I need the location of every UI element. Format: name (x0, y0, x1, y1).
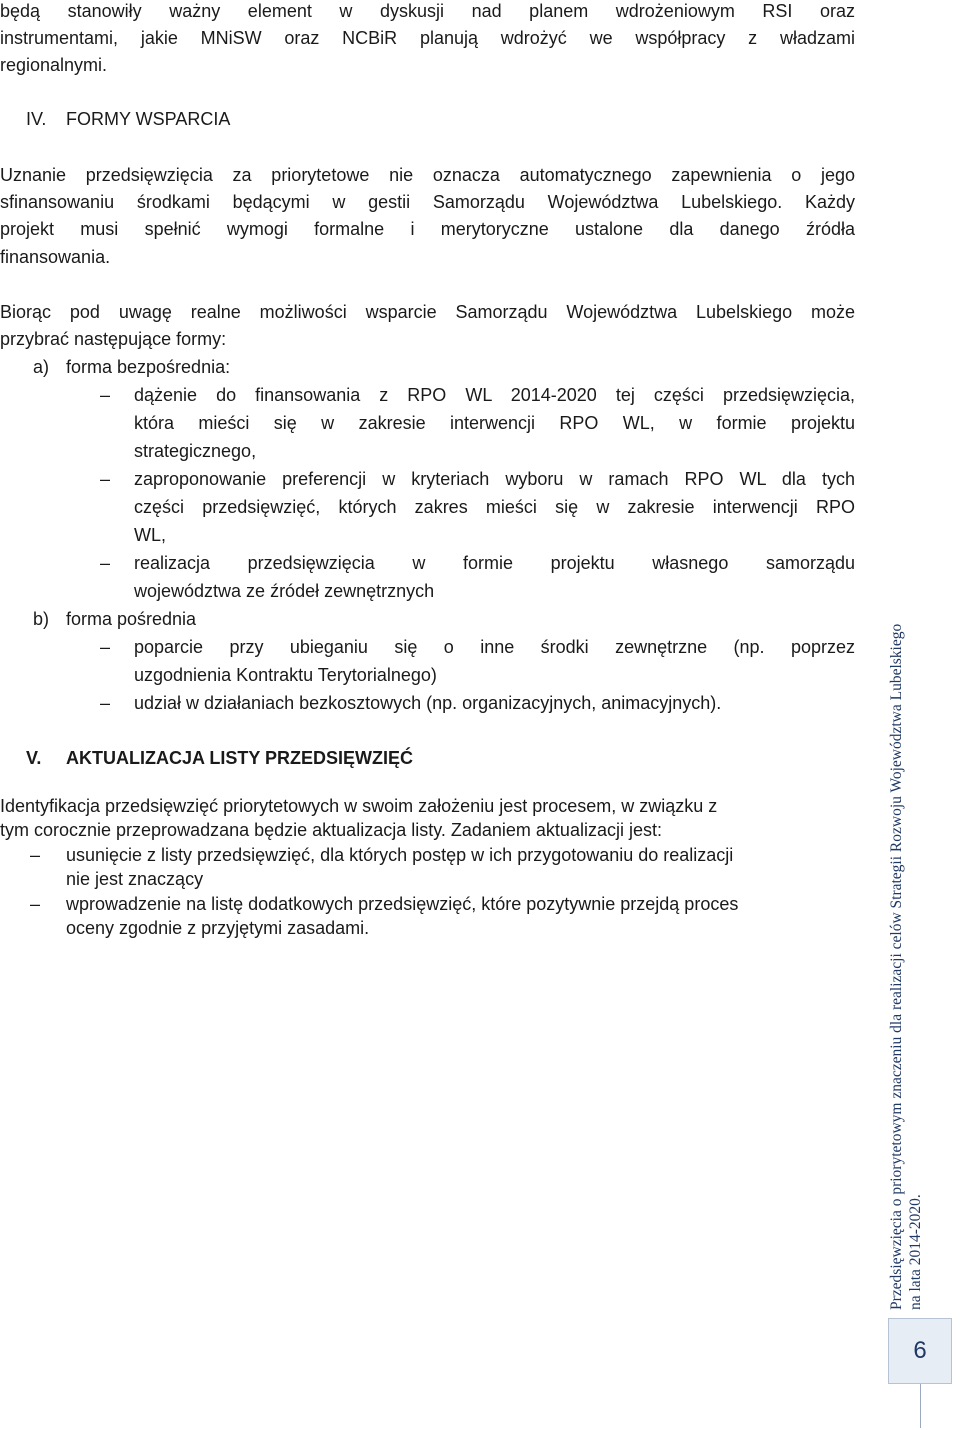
sub-list-item: udział w działaniach bezkosztowych (np. organizacyjnych, animacyjnych). (134, 693, 722, 713)
body-text-line: regionalnymi. (0, 55, 108, 75)
page-number-rule (920, 1384, 921, 1428)
sub-list-item: dążenie do finansowania z RPO WL 2014-2020 tej części przedsięwzięcia, (134, 385, 855, 405)
sub-list-item: zaproponowanie preferencji w kryteriach wyboru w ramach RPO WL dla tych (134, 469, 855, 489)
sub-list-item: uzgodnienia Kontraktu Terytorialnego) (134, 665, 437, 685)
sub-list-item: strategicznego, (134, 441, 257, 461)
section-number: V. (26, 748, 42, 768)
body-text-line: będą stanowiły ważny element w dyskusji nad planem wdrożeniowym RSI oraz (0, 1, 855, 21)
body-text-line: instrumentami, jakie MNiSW oraz NCBiR planują wdrożyć we współpracy z władzami (0, 28, 855, 48)
bullet-dash: – (30, 845, 41, 865)
page-number: 6 (913, 1337, 927, 1364)
list-item: oceny zgodnie z przyjętymi zasadami. (66, 918, 370, 938)
list-item-b: forma pośrednia (66, 609, 197, 629)
bullet-dash: – (100, 553, 111, 573)
body-text-line: tym corocznie przeprowadzana będzie aktualizacja listy. Zadaniem aktualizacji jest: (0, 820, 662, 840)
list-label-b: b) (33, 609, 50, 629)
section-title: AKTUALIZACJA LISTY PRZEDSIĘWZIĘĆ (66, 748, 414, 768)
section-title: FORMY WSPARCIA (66, 109, 231, 129)
sub-list-item: województwa ze źródeł zewnętrznych (134, 581, 435, 601)
bullet-dash: – (100, 693, 111, 713)
sidebar-title-line2: na lata 2014-2020. (907, 1194, 924, 1310)
sidebar-running-title-text (887, 624, 925, 1310)
bullet-dash: – (100, 469, 111, 489)
body-text-line: przybrać następujące formy: (0, 329, 227, 349)
list-item: nie jest znaczący (66, 869, 204, 889)
sub-list-item: realizacja przedsięwzięcia w formie projektu własnego samorządu (134, 553, 855, 573)
list-item: wprowadzenie na listę dodatkowych przedsięwzięć, które pozytywnie przejdą proces (66, 894, 739, 914)
sidebar-title-line1: Przedsięwzięcia o priorytetowym znaczeniu dla realizacji celów Strategii Rozwoju Województwa Lubelskiego (888, 623, 905, 1310)
body-text-line: Biorąc pod uwagę realne możliwości wsparcie Samorządu Województwa Lubelskiego może (0, 302, 855, 322)
list-item: usunięcie z listy przedsięwzięć, dla których postęp w ich przygotowaniu do realizacji (66, 845, 734, 865)
sub-list-item: poparcie przy ubieganiu się o inne środki zewnętrzne (np. poprzez (134, 637, 855, 657)
body-text-line: projekt musi spełnić wymogi formalne i merytoryczne ustalone dla danego źródła (0, 219, 855, 239)
body-text-line: sfinansowaniu środkami będącymi w gestii Samorządu Województwa Lubelskiego. Każdy (0, 192, 855, 212)
sub-list-item: WL, (134, 525, 167, 545)
sub-list-item: części przedsięwzięć, których zakres mieści się w zakresie interwencji RPO (134, 497, 855, 517)
body-text-line: Uznanie przedsięwzięcia za priorytetowe nie oznacza automatycznego zapewnienia o jego (0, 165, 855, 185)
page-number-box (888, 1318, 952, 1384)
section-number: IV. (26, 109, 47, 129)
list-label-a: a) (33, 357, 50, 377)
list-item-a: forma bezpośrednia: (66, 357, 231, 377)
sub-list-item: która mieści się w zakresie interwencji RPO WL, w formie projektu (134, 413, 855, 433)
body-text-line: Identyfikacja przedsięwzięć priorytetowych w swoim założeniu jest procesem, w związku z (0, 796, 718, 816)
bullet-dash: – (100, 385, 111, 405)
bullet-dash: – (100, 637, 111, 657)
body-text-line: finansowania. (0, 247, 111, 267)
bullet-dash: – (30, 894, 41, 914)
